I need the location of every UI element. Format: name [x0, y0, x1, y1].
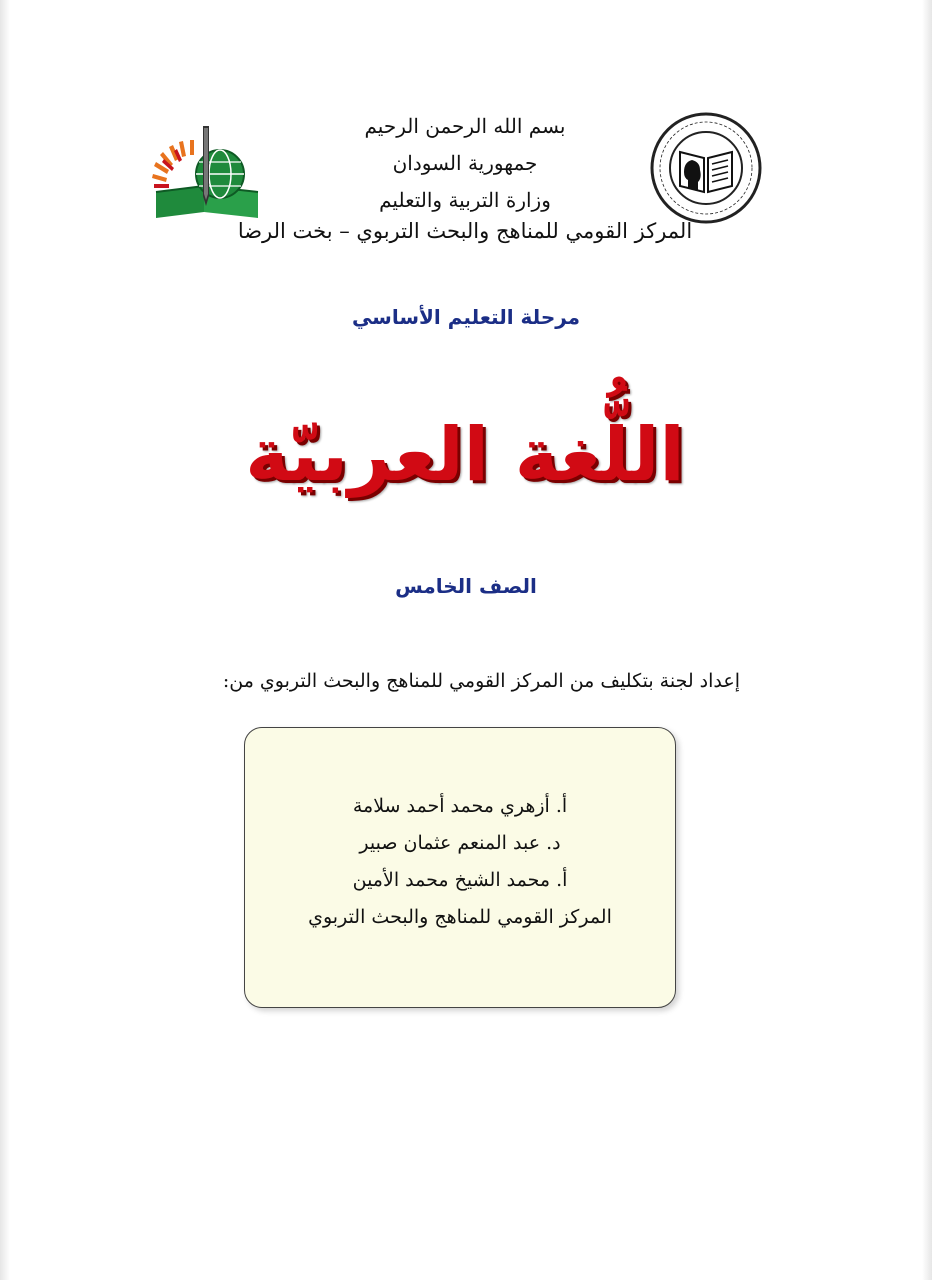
- education-stage: مرحلة التعليم الأساسي: [351, 305, 581, 329]
- grade-level: الصف الخامس: [395, 574, 537, 598]
- prepared-by-statement: إعداد لجنة بتكليف من المركز القومي للمناهج والبحث التربوي من:: [222, 670, 740, 692]
- authors-list: [245, 788, 675, 936]
- author-2: د. عبد المنعم عثمان صبير: [359, 832, 561, 854]
- country-name: جمهورية السودان: [392, 151, 538, 175]
- page-edge-right: [922, 0, 932, 1280]
- page-edge-left: [0, 0, 10, 1280]
- center-name: المركز القومي للمناهج والبحث التربوي – بخت الرضا: [237, 219, 693, 243]
- authors-box: [244, 727, 676, 1008]
- author-3: أ. محمد الشيخ محمد الأمين: [352, 869, 568, 891]
- basmala: بسم الله الرحمن الرحيم: [364, 114, 566, 138]
- author-affiliation: المركز القومي للمناهج والبحث التربوي: [308, 906, 612, 928]
- book-title: اللُّغة العربيّة: [245, 412, 685, 498]
- author-1: أ. أزهري محمد أحمد سلامة: [352, 795, 568, 817]
- letterhead: [230, 108, 700, 243]
- ministry-name: وزارة التربية والتعليم: [379, 188, 551, 212]
